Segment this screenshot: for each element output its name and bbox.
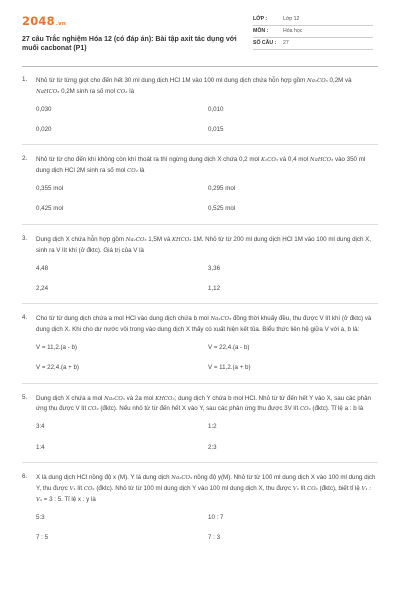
- chem-formula: KHCO₃: [155, 395, 175, 402]
- question-text-part: (đktc). Tỉ lệ a : b là: [310, 405, 364, 413]
- answer-option[interactable]: V = 22,4.(a + b): [36, 364, 79, 372]
- question-text: [36, 394, 378, 416]
- question-text-part: là: [137, 167, 145, 175]
- logo-suffix: .vn: [55, 21, 67, 27]
- question-text-part: nồng độ y(M). Nhỏ từ từ 100 ml dung dịch X vào 100 ml dung dịch Y, thu được: [36, 474, 376, 492]
- question-text-part: Nhỏ từ từ cho đến khi không còn khí thoát ra thì ngừng dung dịch X chứa 0,2 mol: [36, 156, 262, 164]
- answer-option[interactable]: 0,010: [208, 105, 224, 113]
- answer-option[interactable]: 0,295 mol: [208, 185, 236, 193]
- chem-formula: Na₂CO₃: [171, 475, 193, 482]
- chem-formula: CO₂: [299, 406, 311, 413]
- question-number: 3.: [22, 234, 28, 242]
- question-divider: [22, 303, 378, 304]
- question-row: [22, 235, 378, 257]
- question-text: [36, 76, 378, 98]
- question-text-part: là: [127, 87, 135, 95]
- question-text-part: và 0,4 mol: [277, 156, 310, 164]
- question-text-part: Cho từ từ dung dịch chứa a mol HCl vào dung dịch chứa b mol: [36, 315, 211, 323]
- question-text-part: X là dung dịch HCl nồng độ x (M). Y là dung dịch: [36, 474, 172, 482]
- question-text: [36, 473, 378, 506]
- chem-formula: Na₂CO₃: [104, 395, 125, 402]
- question-text: [36, 235, 378, 257]
- question-text-part: Nhỏ từ từ từng giọt cho đến hết 30 ml dung dịch HCl 1M vào 100 ml dung dịch chứa hỗn hợp gồm: [36, 77, 308, 84]
- question-divider: [22, 224, 378, 225]
- question-text-part: 0,2M và: [327, 77, 352, 84]
- question-item: [22, 76, 378, 145]
- question-text-part: 1,5M và: [146, 235, 172, 243]
- answer-option[interactable]: 0,020: [36, 126, 52, 134]
- meta-key: LỚP :: [253, 15, 268, 22]
- question-number: 4.: [22, 314, 28, 322]
- question-item: [22, 235, 378, 304]
- question-divider: [22, 462, 378, 463]
- answer-option[interactable]: 10 : 7: [208, 513, 224, 521]
- answer-option[interactable]: 3,36: [208, 264, 221, 272]
- question-divider: [22, 144, 378, 145]
- answer-option[interactable]: 2,24: [36, 284, 49, 292]
- chem-formula: V₁: [69, 485, 76, 492]
- chem-formula: NaHCO₃: [309, 157, 334, 164]
- meta-value: Hóa học: [283, 27, 303, 34]
- question-text-part: lít: [298, 484, 308, 492]
- meta-box: [253, 14, 373, 50]
- question-divider: [22, 383, 378, 384]
- answer-option[interactable]: 1:2: [208, 423, 217, 431]
- answer-option[interactable]: 5:3: [36, 513, 45, 521]
- meta-row-subject: [253, 26, 373, 38]
- question-text-part: đồng thời khuấy đều, thu được V lít khí (ở đktc) và dung dịch X. Khi cho dư nước vôi trong vào dung dịch X thấy có xuất hiện kết tủa. Biểu thức liên hệ giữa V với a, b là:: [36, 315, 372, 334]
- chem-formula: V₁ : V₂: [36, 485, 372, 503]
- question-item: [22, 394, 378, 463]
- meta-key: SỐ CÂU :: [253, 39, 277, 46]
- chem-formula: CO₂: [127, 168, 138, 175]
- answer-options: [36, 423, 378, 452]
- question-text: [36, 314, 378, 336]
- chem-formula: NaHCO₃: [36, 88, 60, 95]
- question-text-part: và 2a mol: [124, 394, 156, 402]
- chem-formula: KHCO₃: [171, 236, 192, 243]
- meta-key: MÔN :: [253, 27, 269, 34]
- question-text-part: (đktc). Nếu nhỏ từ từ đến hết X vào Y, sau các phản ứng thu được 3V lít: [98, 405, 300, 413]
- question-number: 1.: [22, 76, 28, 83]
- answer-options: [36, 265, 378, 294]
- answer-option[interactable]: 0,525 mol: [208, 205, 236, 213]
- question-row: [22, 473, 378, 506]
- question-text-part: lít: [75, 484, 84, 492]
- answer-option[interactable]: 7 : 3: [208, 533, 221, 541]
- answer-option[interactable]: V = 11,2.(a - b): [36, 343, 77, 351]
- chem-formula: CO₂: [83, 485, 95, 492]
- question-list: [22, 76, 378, 552]
- question-row: [22, 394, 378, 416]
- answer-option[interactable]: 1,12: [208, 284, 221, 292]
- question-text: [36, 155, 378, 177]
- question-number: 2.: [22, 155, 28, 163]
- answer-options: [36, 344, 378, 373]
- question-number: 5.: [22, 393, 28, 401]
- chem-formula: K₂CO₃: [261, 157, 278, 164]
- chem-formula: V₂: [292, 485, 299, 492]
- question-text-part: Dung dịch X chứa hỗn hợp gồm: [36, 235, 126, 243]
- answer-options: [36, 185, 378, 214]
- answer-option[interactable]: 0,015: [208, 126, 224, 134]
- answer-options: [36, 106, 378, 135]
- page-title: 27 câu Trắc nghiệm Hóa 12 (có đáp án): Bài tập axit tác dụng với muối cacbonat (P1): [22, 35, 237, 52]
- chem-formula: CO₂: [116, 88, 128, 95]
- chem-formula: CO₂: [87, 406, 99, 413]
- answer-option[interactable]: 1:4: [36, 443, 45, 451]
- question-row: [22, 314, 378, 336]
- chem-formula: Na₂CO₃: [307, 78, 328, 84]
- answer-option[interactable]: V = 22,4.(a - b): [208, 343, 250, 351]
- page-header: [0, 0, 400, 60]
- answer-option[interactable]: 0,355 mol: [36, 185, 64, 193]
- answer-option[interactable]: 3:4: [36, 423, 45, 431]
- question-row: [22, 155, 378, 177]
- question-item: [22, 155, 378, 224]
- answer-option[interactable]: 2:3: [208, 443, 217, 451]
- question-row: [22, 76, 378, 98]
- meta-row-class: [253, 14, 373, 26]
- answer-option[interactable]: 0,425 mol: [36, 205, 64, 213]
- answer-option[interactable]: V = 11,2.(a + b): [208, 364, 251, 372]
- question-text-part: 0,2M sinh ra số mol: [59, 87, 117, 95]
- question-text-part: vào 350 ml dung dịch HCl 2M sinh ra số mol: [36, 156, 366, 175]
- logo-main: 2048: [22, 14, 55, 28]
- header-divider: [22, 66, 378, 67]
- question-text-part: 1M. Nhỏ từ từ 200 ml dung dịch HCl 1M vào 100 ml dung dịch X, sinh ra V lít khí (ở đktc). Giá trị của V là: [36, 235, 371, 254]
- chem-formula: Na₂CO₃: [125, 236, 147, 243]
- meta-row-count: [253, 38, 373, 50]
- question-text-part: Dung dịch X chứa a mol: [36, 394, 105, 402]
- answer-option[interactable]: 7 : 5: [36, 533, 49, 541]
- question-number: 6.: [22, 473, 28, 481]
- answer-options: [36, 514, 378, 543]
- question-item: [22, 473, 378, 542]
- question-text-part: ; dung dịch Y chứa b mol HCl. Nhỏ từ từ đến hết Y vào X, sau các phản ứng thu được V lít: [36, 394, 371, 413]
- chem-formula: Na₂CO₃: [210, 316, 232, 323]
- question-text-part: (đktc), biết tỉ lệ: [317, 484, 362, 492]
- answer-option[interactable]: 0,030: [36, 105, 52, 113]
- question-text-part: (đktc). Nhỏ từ từ 100 ml dung dịch Y vào 100 ml dung dịch X, thu được: [94, 484, 293, 492]
- meta-value: Lớp 12: [283, 15, 300, 22]
- question-text-part: = 3 : 5. Tỉ lệ x : y là: [42, 495, 96, 503]
- chem-formula: CO₂: [307, 485, 318, 492]
- question-item: [22, 314, 378, 383]
- answer-option[interactable]: 4,48: [36, 264, 49, 272]
- meta-value: 27: [283, 39, 289, 46]
